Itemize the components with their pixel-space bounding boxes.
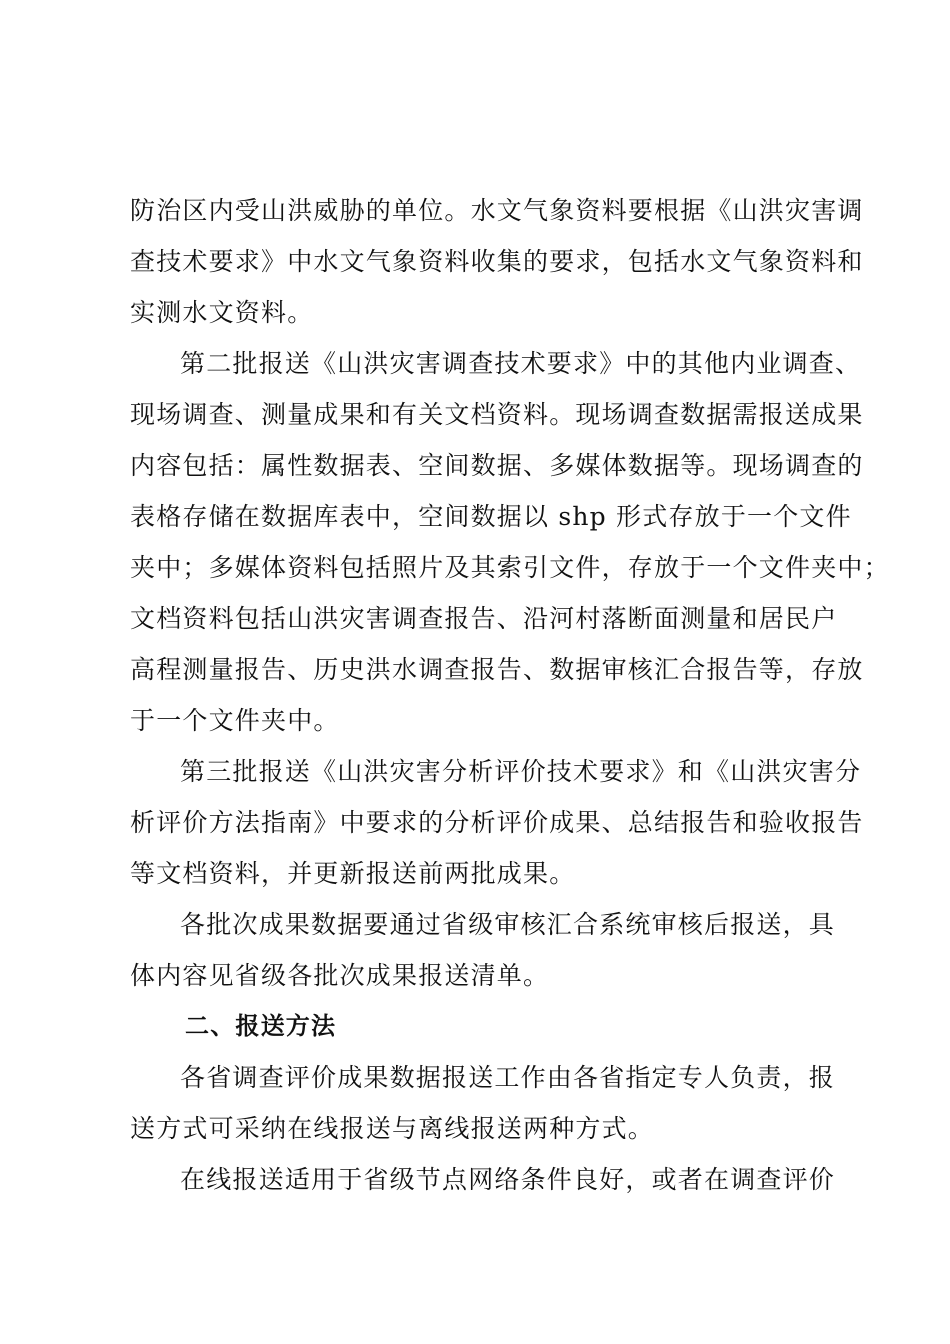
paragraph-second-batch	[130, 338, 890, 746]
text-line: 第二批报送《山洪灾害调查技术要求》中的其他内业调查、	[180, 349, 862, 378]
section-heading	[130, 1001, 830, 1052]
paragraph-review	[130, 899, 836, 1001]
text-line: 防治区内受山洪威胁的单位。水文气象资料要根据《山洪灾害调	[130, 196, 864, 225]
text-line: 实测水文资料。	[130, 298, 314, 327]
text-line: 现场调查、测量成果和有关文档资料。现场调查数据需报送成果	[130, 400, 864, 429]
paragraph-method	[130, 1052, 836, 1154]
text-line: 送方式可采纳在线报送与离线报送两种方式。	[130, 1114, 655, 1143]
text-line: 体内容见省级各批次成果报送清单。	[130, 961, 550, 990]
text-line: 高程测量报告、历史洪水调查报告、数据审核汇合报告等，存放	[130, 655, 864, 684]
section-heading-text: 二、报送方法	[185, 1012, 337, 1040]
text-line: 查技术要求》中水文气象资料收集的要求，包括水文气象资料和	[130, 247, 864, 276]
text-line: 第三批报送《山洪灾害分析评价技术要求》和《山洪灾害分	[180, 757, 862, 786]
paragraph-online	[130, 1154, 836, 1205]
text-line: 表格存储在数据库表中，空间数据以 shp 形式存放于一个文件	[130, 502, 852, 531]
text-line: 在线报送适用于省级节点网络条件良好，或者在调查评价	[180, 1165, 836, 1194]
document-body	[130, 185, 890, 1205]
text-line: 于一个文件夹中。	[130, 706, 340, 735]
text-line: 夹中；多媒体资料包括照片及其索引文件，存放于一个文件夹中；	[130, 553, 890, 582]
paragraph-continued	[130, 185, 864, 338]
text-line: 文档资料包括山洪灾害调查报告、沿河村落断面测量和居民户	[130, 604, 838, 633]
text-line: 析评价方法指南》中要求的分析评价成果、总结报告和验收报告	[130, 808, 864, 837]
text-line: 等文档资料，并更新报送前两批成果。	[130, 859, 576, 888]
paragraph-third-batch	[130, 746, 864, 899]
text-line: 各批次成果数据要通过省级审核汇合系统审核后报送，具	[180, 910, 836, 939]
text-line: 内容包括：属性数据表、空间数据、多媒体数据等。现场调查的	[130, 451, 864, 480]
text-line: 各省调查评价成果数据报送工作由各省指定专人负责，报	[180, 1063, 836, 1092]
